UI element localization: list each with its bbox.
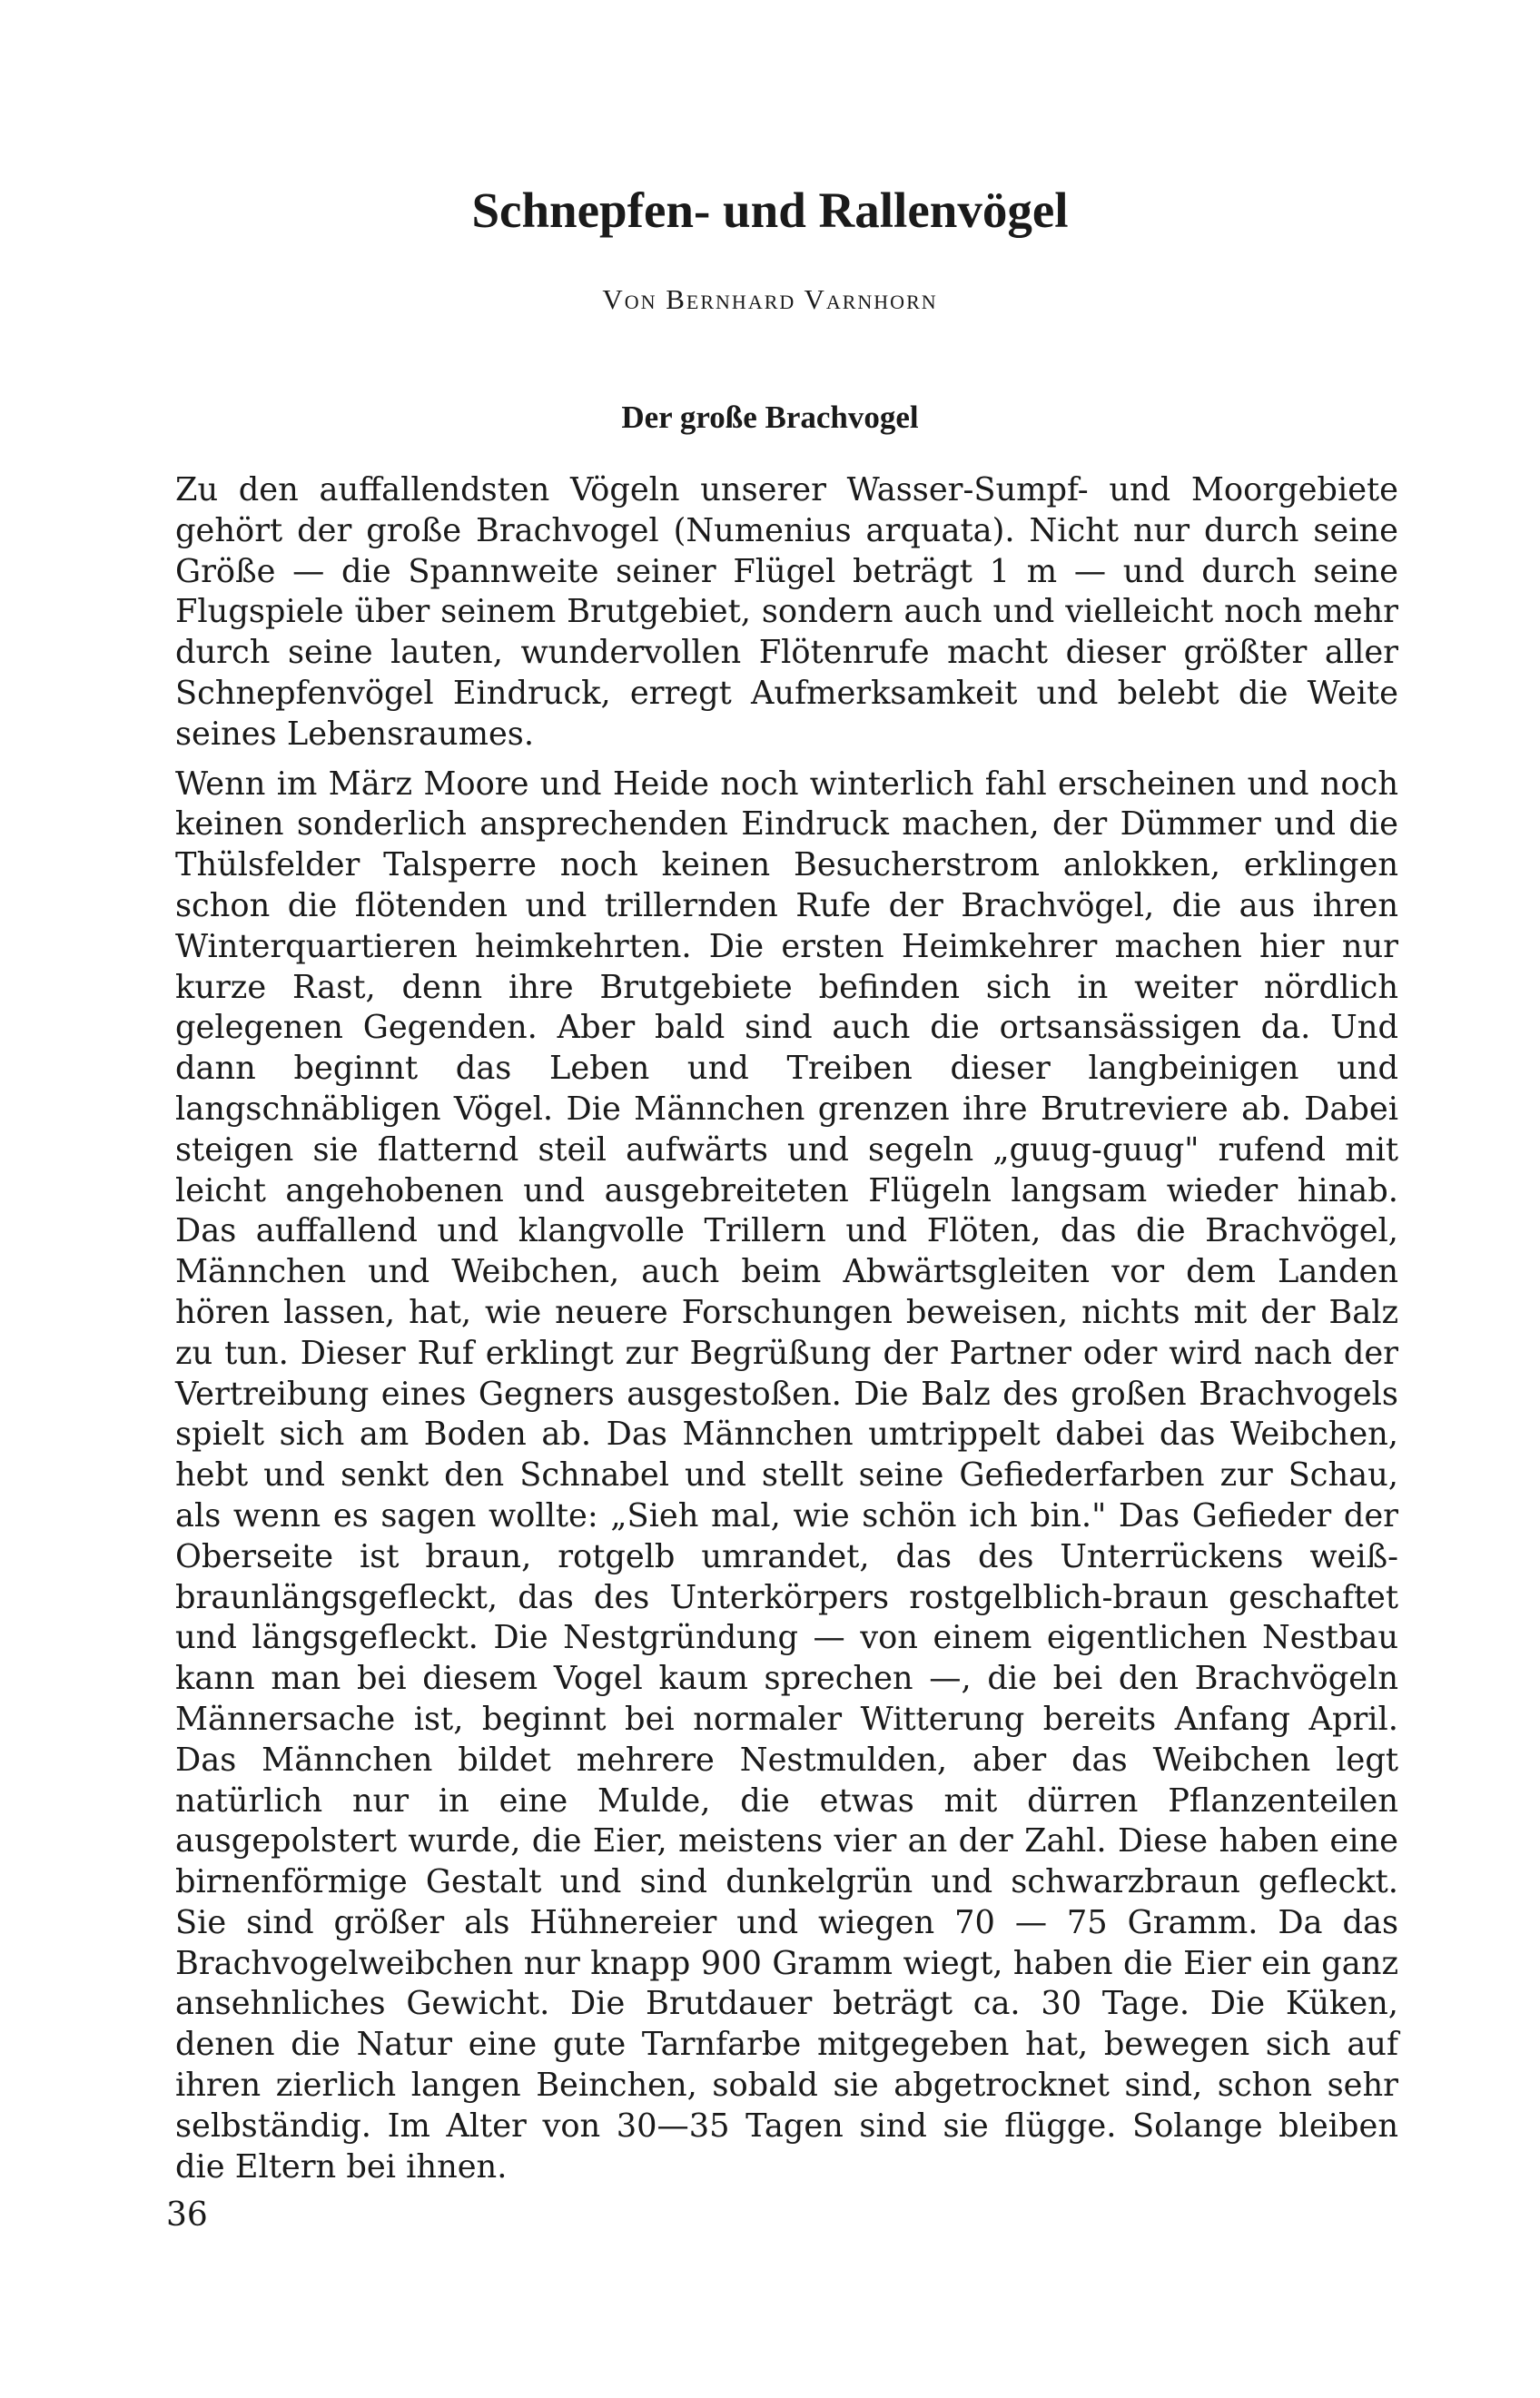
paragraph-2: Wenn im März Moore und Heide noch winterlich fahl erscheinen und noch keinen sonderlich ansprechenden Eindruck machen, der Dümmer und die Thülsfelder Talsperre noch keinen Besucherstrom anlokken, erklingen schon die flötenden und trillernden Rufe der Brachvögel, die aus ihren Winterquartieren heimkehrten. Die ersten Heimkehrer machen hier nur kurze Rast, denn ihre Brutgebiete befinden sich in weiter nördlich gelegenen Gegenden. Aber bald sind auch die ortsansässigen da. Und dann beginnt das Leben und Treiben dieser langbeinigen und langschnäbligen Vögel. Die Männchen grenzen ihre Brutreviere ab. Dabei steigen sie flatternd steil aufwärts und segeln „guug-guug" rufend mit leicht angehobenen und ausgebreiteten Flügeln langsam wieder hinab. Das auffallend und klangvolle Trillern und Flöten, das die Brachvögel, Männchen und Weibchen, auch beim Abwärtsgleiten vor dem Landen hören lassen, hat, wie neuere Forschungen beweisen, nichts mit der Balz zu tun. Dieser Ruf erklingt zur Begrüßung der Partner oder wird nach der Vertreibung eines Gegners ausgestoßen. Die Balz des großen Brachvogels spielt sich am Boden ab. Das Männchen umtrippelt dabei das Weibchen, hebt und senkt den Schnabel und stellt seine Gefiederfarben zur Schau, als wenn es sagen wollte: „Sieh mal, wie schön ich bin." Das Gefieder der Oberseite ist braun, rotgelb umrandet, das des Unterrückens weiß-braunlängsgefleckt, das des Unterkörpers rostgelblich-braun geschaftet und längsgefleckt. Die Nestgründung — von einem eigentlichen Nestbau kann man bei diesem Vogel kaum sprechen —, die bei den Brachvögeln Männersache ist, beginnt bei normaler Witterung bereits Anfang April. Das Männchen bildet mehrere Nestmulden, aber das Weibchen legt natürlich nur in eine Mulde, die etwas mit dürren Pflanzenteilen ausgepolstert wurde, die Eier, meistens vier an der Zahl. Diese haben eine birnenförmige Gestalt und sind dunkelgrün und schwarzbraun gefleckt. Sie sind größer als Hühnereier und wiegen 70 — 75 Gramm. Da das Brachvogelweibchen nur knapp 900 Gramm wiegt, haben die Eier ein ganz ansehnliches Gewicht. Die Brutdauer beträgt ca. 30 Tage. Die Küken, denen die Natur eine gute Tarnfarbe mitgegeben hat, bewegen sich auf ihren zierlich langen Beinchen, sobald sie abgetrocknet sind, schon sehr selbständig. Im Alter von 30—35 Tagen sind sie flügge. Solange bleiben die Eltern bei ihnen. — [175, 765, 1398, 2186]
author-byline: Von Bernhard Varnhorn — [602, 283, 938, 315]
body-text — [175, 470, 1398, 2187]
paragraph-1: Zu den auffallendsten Vögeln unserer Wasser-Sumpf- und Moorgebiete gehört der große Brachvogel (Numenius arquata). Nicht nur durch seine Größe — die Spannweite seiner Flügel beträgt 1 m — und durch seine Flugspiele über seinem Brutgebiet, sondern auch und vielleicht noch mehr durch seine lauten, wundervollen Flötenrufe macht dieser größter aller Schnepfenvögel Eindruck, erregt Aufmerksamkeit und belebt die Weite seines Lebensraumes. — [175, 471, 1398, 753]
article-title: Schnepfen- und Rallenvögel — [471, 183, 1069, 238]
page-number: 36 — [166, 2196, 208, 2234]
section-heading: Der große Brachvogel — [621, 400, 919, 435]
